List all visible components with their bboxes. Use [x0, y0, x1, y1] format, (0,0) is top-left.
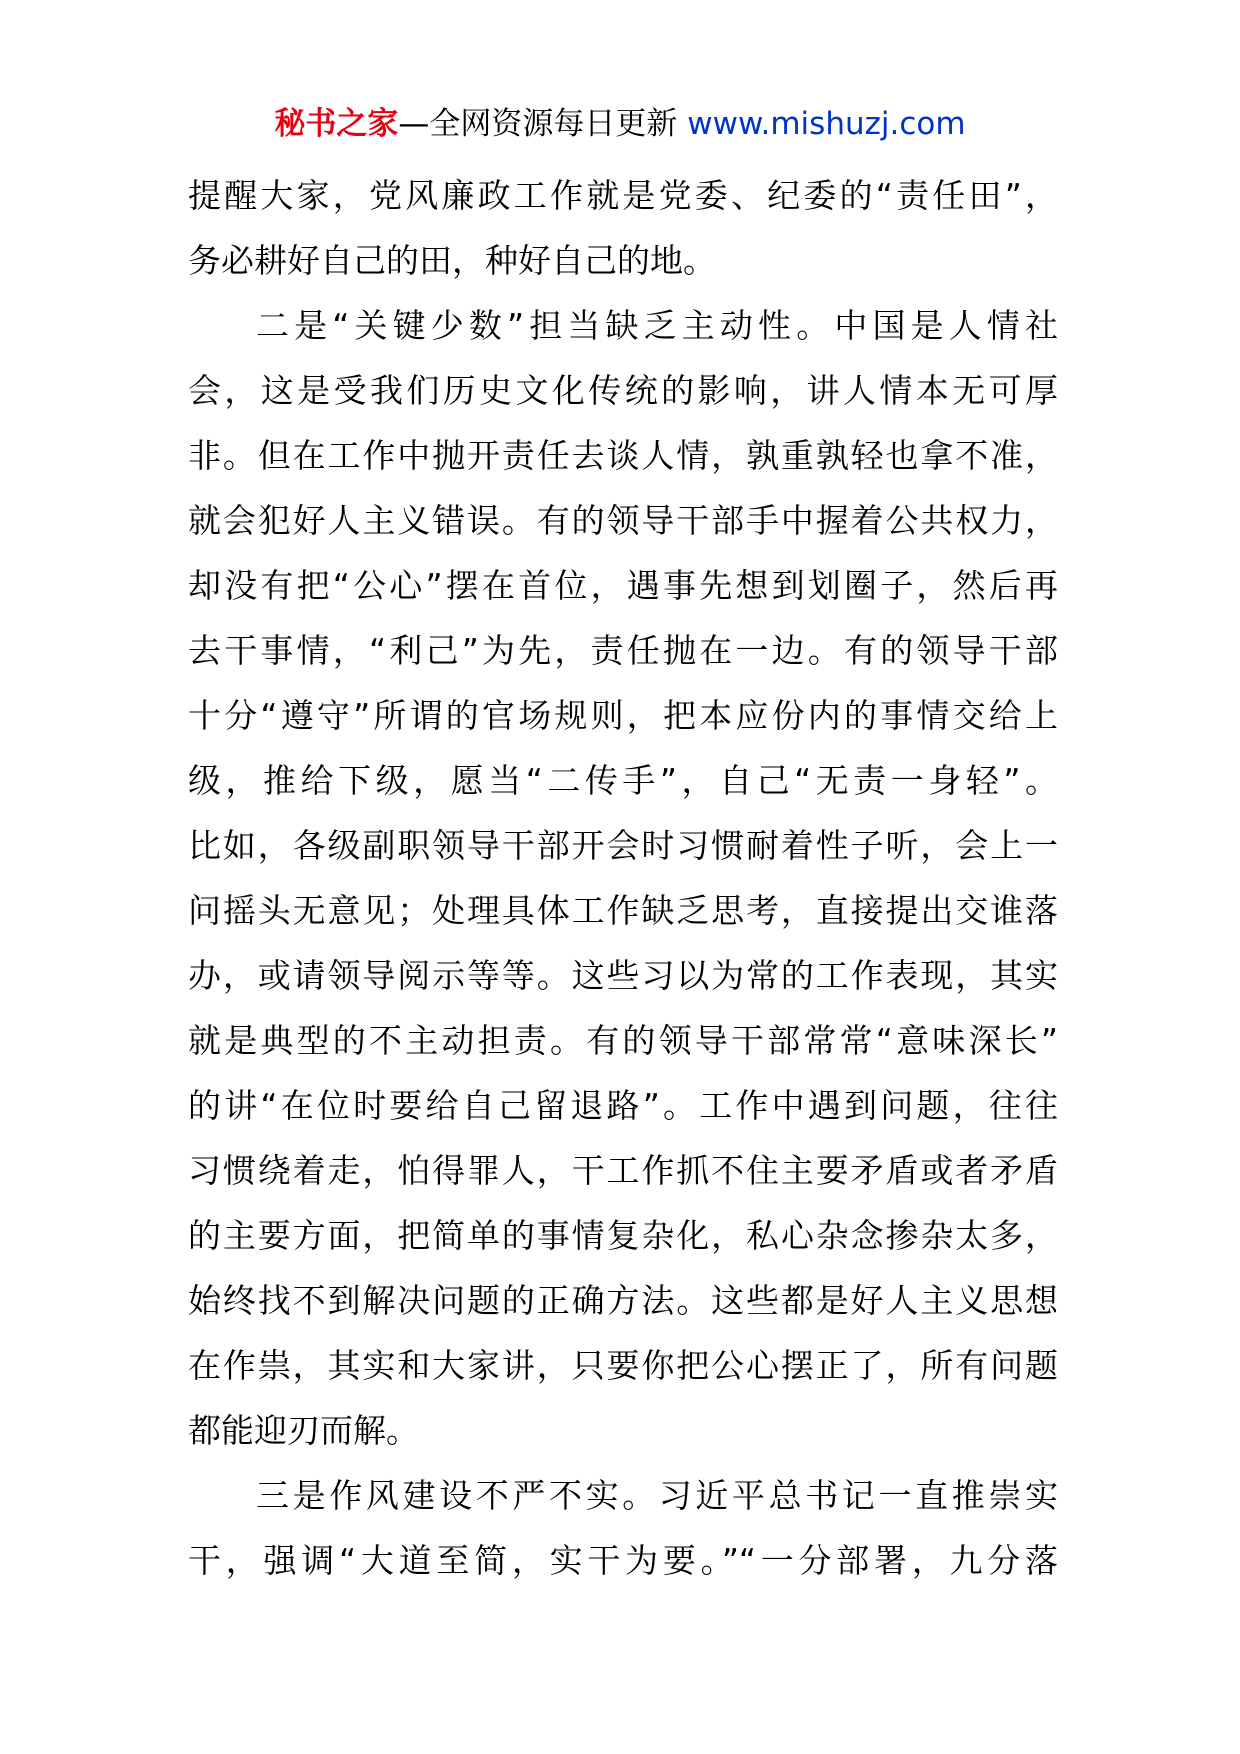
- text-line: 就是典型的不主动担责。有的领导干部常常“意味深长”: [188, 1021, 1058, 1060]
- document-body: [188, 163, 1058, 1593]
- text-line: 办，或请领导阅示等等。这些习以为常的工作表现，其实: [188, 956, 1058, 995]
- site-url-link[interactable]: www.mishuzj.com: [687, 106, 966, 142]
- text-line: 始终找不到解决问题的正确方法。这些都是好人主义思想: [188, 1281, 1058, 1320]
- text-line: 级，推给下级，愿当“二传手”，自己“无责一身轻”。: [188, 761, 1058, 800]
- site-tagline: —全网资源每日更新: [398, 106, 688, 142]
- text-line: 务必耕好自己的田，种好自己的地。: [188, 241, 716, 280]
- paragraph-start-line: 二是“关键少数”担当缺乏主动性。中国是人情社: [256, 306, 1058, 345]
- text-line: 习惯绕着走，怕得罪人，干工作抓不住主要矛盾或者矛盾: [188, 1151, 1058, 1190]
- text-line: 在作祟，其实和大家讲，只要你把公心摆正了，所有问题: [188, 1346, 1058, 1385]
- text-line: 却没有把“公心”摆在首位，遇事先想到划圈子，然后再: [188, 566, 1058, 605]
- text-line: 干，强调“大道至简，实干为要。”“一分部署，九分落: [188, 1541, 1058, 1580]
- text-line: 的主要方面，把简单的事情复杂化，私心杂念掺杂太多，: [188, 1216, 1058, 1255]
- text-line: 比如，各级副职领导干部开会时习惯耐着性子听，会上一: [188, 826, 1058, 865]
- text-line: 问摇头无意见；处理具体工作缺乏思考，直接提出交谁落: [188, 891, 1058, 930]
- site-brand: 秘书之家: [274, 106, 399, 142]
- text-line: 就会犯好人主义错误。有的领导干部手中握着公共权力，: [188, 501, 1058, 540]
- text-line: 非。但在工作中抛开责任去谈人情，孰重孰轻也拿不准，: [188, 436, 1058, 475]
- site-header: [0, 100, 1240, 148]
- paragraph-start-line: 三是作风建设不严不实。习近平总书记一直推崇实: [256, 1476, 1058, 1515]
- text-line: 的讲“在位时要给自己留退路”。工作中遇到问题，往往: [188, 1086, 1058, 1125]
- text-line: 会，这是受我们历史文化传统的影响，讲人情本无可厚: [188, 371, 1058, 410]
- text-line: 提醒大家，党风廉政工作就是党委、纪委的“责任田”，: [188, 176, 1058, 215]
- text-line: 十分“遵守”所谓的官场规则，把本应份内的事情交给上: [188, 696, 1058, 735]
- text-line: 都能迎刃而解。: [188, 1411, 419, 1450]
- text-line: 去干事情，“利己”为先，责任抛在一边。有的领导干部: [188, 631, 1058, 670]
